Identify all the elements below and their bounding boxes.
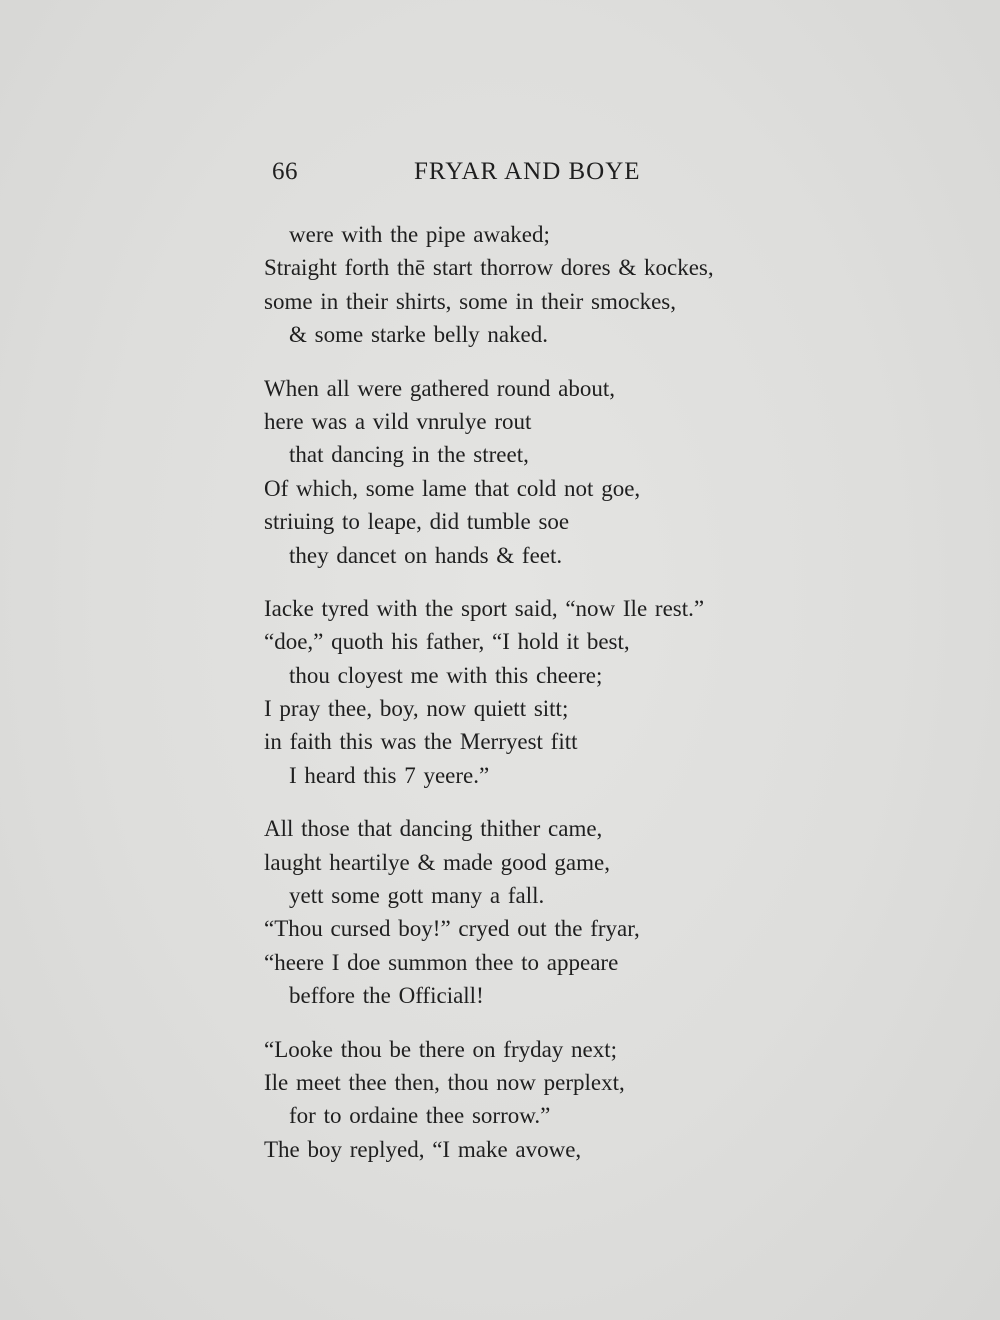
poem-line: “Thou cursed boy!” cryed out the fryar, bbox=[264, 916, 640, 942]
poem-line: were with the pipe awaked; bbox=[289, 222, 550, 247]
poem-line: When all were gathered round about, bbox=[264, 375, 616, 401]
poem-line: “heere I doe summon thee to appeare bbox=[264, 949, 619, 975]
poem-body bbox=[264, 218, 864, 1186]
poem-line: All those that dancing thither came, bbox=[264, 816, 603, 842]
poem-line: they dancet on hands & feet. bbox=[289, 542, 563, 568]
poem-line: Ile meet thee then, thou now perplext, bbox=[264, 1069, 625, 1095]
poem-line: that dancing in the street, bbox=[289, 442, 529, 468]
poem-line: here was a vild vnrulye rout bbox=[264, 408, 532, 434]
poem-line: “doe,” quoth his father, “I hold it best, bbox=[264, 629, 630, 655]
poem-line: beffore the Officiall! bbox=[289, 983, 484, 1009]
poem-line: in faith this was the Merryest fitt bbox=[264, 729, 578, 755]
poem-line: some in their shirts, some in their smockes, bbox=[264, 288, 676, 314]
page-number: 66 bbox=[272, 158, 298, 185]
poem-line: The boy replyed, “I make avowe, bbox=[264, 1136, 582, 1162]
poem-line: yett some gott many a fall. bbox=[289, 883, 545, 909]
poem-line: I heard this 7 yeere.” bbox=[289, 762, 490, 788]
poem-line: “Looke thou be there on fryday next; bbox=[264, 1036, 618, 1062]
poem-line: Straight forth thē start thorrow dores & kockes, bbox=[264, 255, 714, 281]
poem-line: Iacke tyred with the sport said, “now Ile rest.” bbox=[264, 595, 705, 621]
poem-line: thou cloyest me with this cheere; bbox=[289, 662, 603, 688]
poem-line: & some starke belly naked. bbox=[289, 322, 549, 348]
running-head bbox=[272, 158, 662, 194]
stanza bbox=[264, 592, 864, 792]
poem-line: for to ordaine thee sorrow.” bbox=[289, 1103, 551, 1129]
stanza bbox=[264, 812, 864, 1012]
poem-line: I pray thee, boy, now quiett sitt; bbox=[264, 696, 569, 722]
stanza bbox=[264, 372, 864, 572]
poem-line: laught heartilye & made good game, bbox=[264, 849, 610, 875]
poem-line: striuing to leape, did tumble soe bbox=[264, 509, 570, 535]
page-title: FRYAR AND BOYE bbox=[414, 158, 641, 185]
poem-line: Of which, some lame that cold not goe, bbox=[264, 475, 641, 501]
stanza bbox=[264, 218, 864, 352]
stanza bbox=[264, 1033, 864, 1167]
